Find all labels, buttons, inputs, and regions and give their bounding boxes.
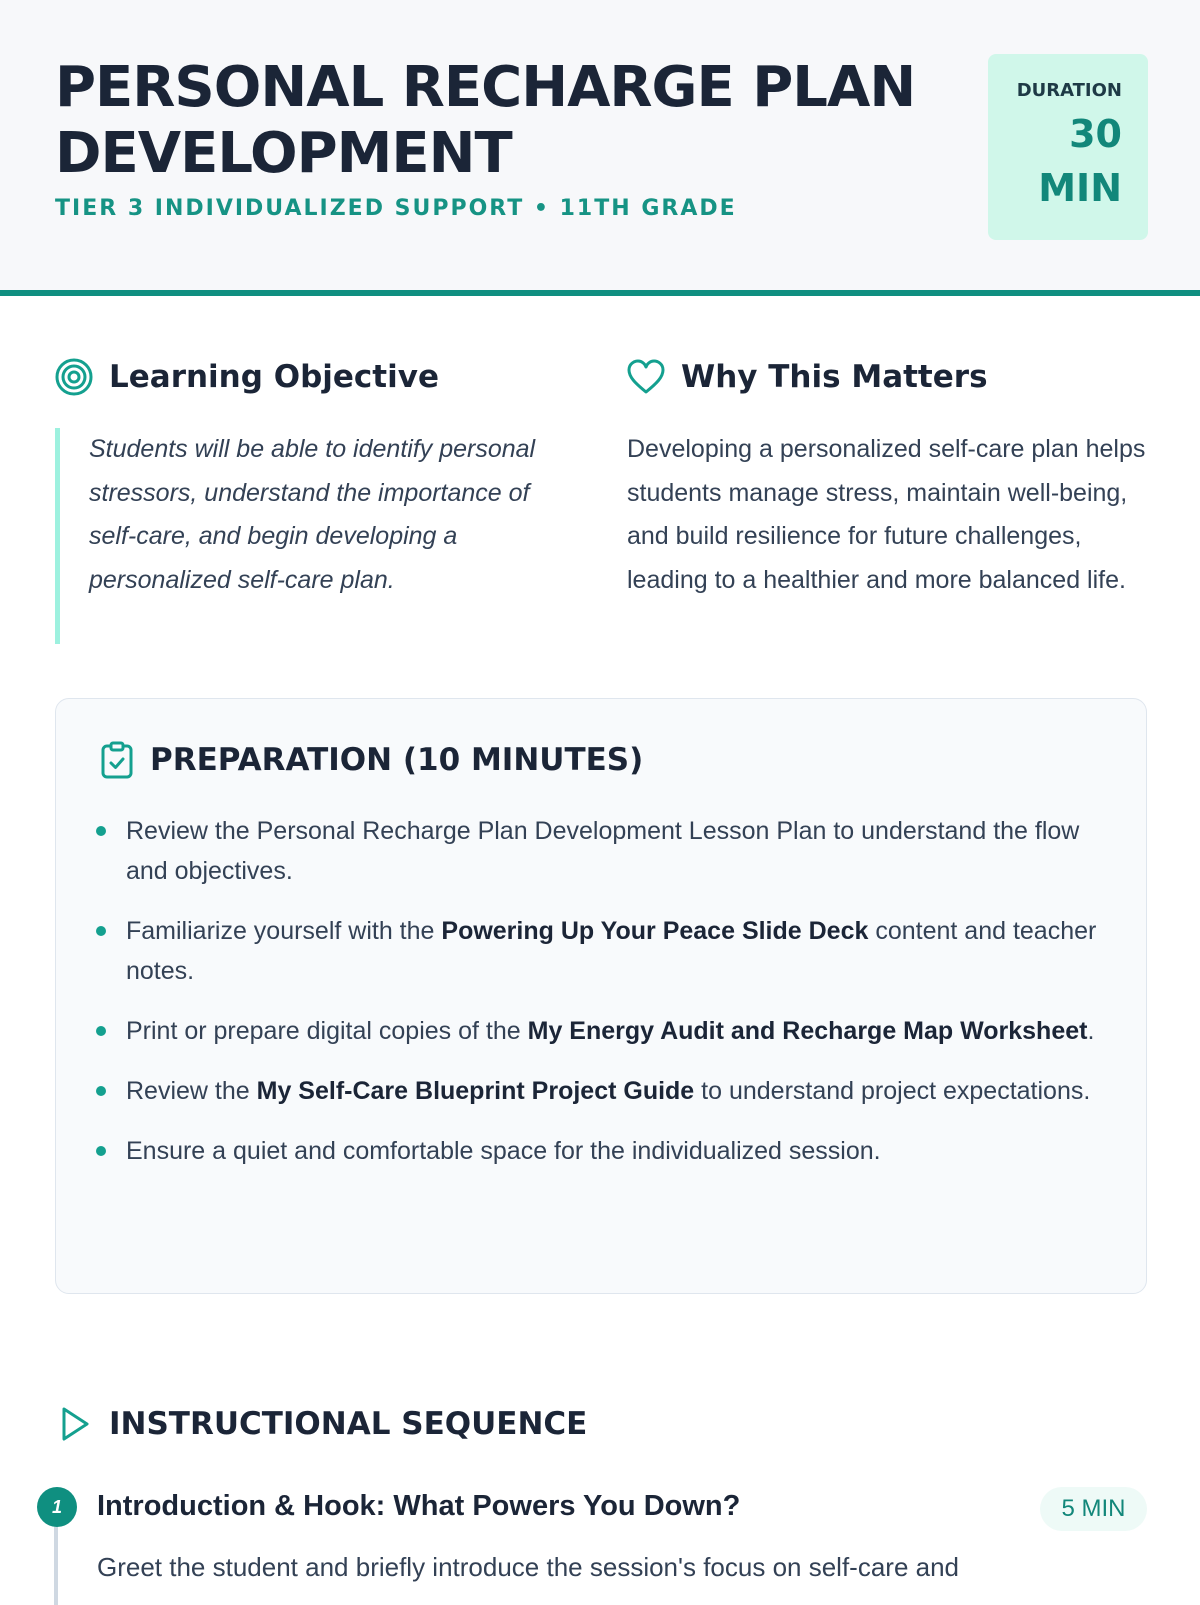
lesson-header — [0, 0, 1200, 296]
preparation-heading — [98, 741, 643, 779]
step-time-badge: 5 MIN — [1040, 1487, 1147, 1531]
bullet-icon — [96, 1086, 106, 1096]
target-icon — [55, 358, 93, 396]
list-item: Print or prepare digital copies of the My Energy Audit and Recharge Map Worksheet. — [56, 1011, 1148, 1051]
objective-heading — [55, 358, 439, 396]
duration-badge — [988, 54, 1148, 240]
page-subtitle: TIER 3 INDIVIDUALIZED SUPPORT • 11TH GRADE — [55, 196, 737, 221]
list-item: Review the Personal Recharge Plan Development Lesson Plan to understand the flow and objectives. — [56, 811, 1148, 891]
sequence-heading — [55, 1405, 587, 1443]
list-item: Ensure a quiet and comfortable space for the individualized session. — [56, 1131, 1148, 1171]
bullet-icon — [96, 826, 106, 836]
step-number: 1 — [37, 1487, 77, 1527]
bullet-icon — [96, 1026, 106, 1036]
matters-heading-text: Why This Matters — [681, 359, 988, 395]
matters-heading — [627, 358, 988, 396]
preparation-list — [56, 811, 1148, 1191]
sequence-heading-text: INSTRUCTIONAL SEQUENCE — [109, 1406, 588, 1442]
objective-text: Students will be able to identify personal stressors, understand the importance of self-care, and begin developing a personalized self-care plan. — [55, 428, 565, 644]
matters-text: Developing a personalized self-care plan helps students manage stress, maintain well-being, and build resilience for future challenges, leading to a healthier and more balanced life. — [627, 435, 1146, 594]
preparation-card — [55, 698, 1147, 1294]
objective-heading-text: Learning Objective — [109, 359, 439, 395]
duration-value: 30 MIN — [1038, 112, 1122, 210]
heart-icon — [627, 358, 665, 396]
bullet-icon — [96, 1146, 106, 1156]
play-icon — [55, 1405, 93, 1443]
bullet-icon — [96, 926, 106, 936]
preparation-heading-text: PREPARATION (10 MINUTES) — [150, 742, 644, 778]
list-item: Review the My Self-Care Blueprint Project Guide to understand project expectations. — [56, 1071, 1148, 1111]
step-description: Greet the student and briefly introduce the session's focus on self-care and — [97, 1552, 960, 1582]
clipboard-check-icon — [98, 741, 136, 779]
page-title: PERSONAL RECHARGE PLAN DEVELOPMENT — [55, 55, 916, 186]
duration-label: DURATION — [1016, 80, 1122, 101]
list-item: Familiarize yourself with the Powering Up Your Peace Slide Deck content and teacher notes. — [56, 911, 1148, 991]
step-title: Introduction & Hook: What Powers You Down? — [97, 1490, 741, 1522]
